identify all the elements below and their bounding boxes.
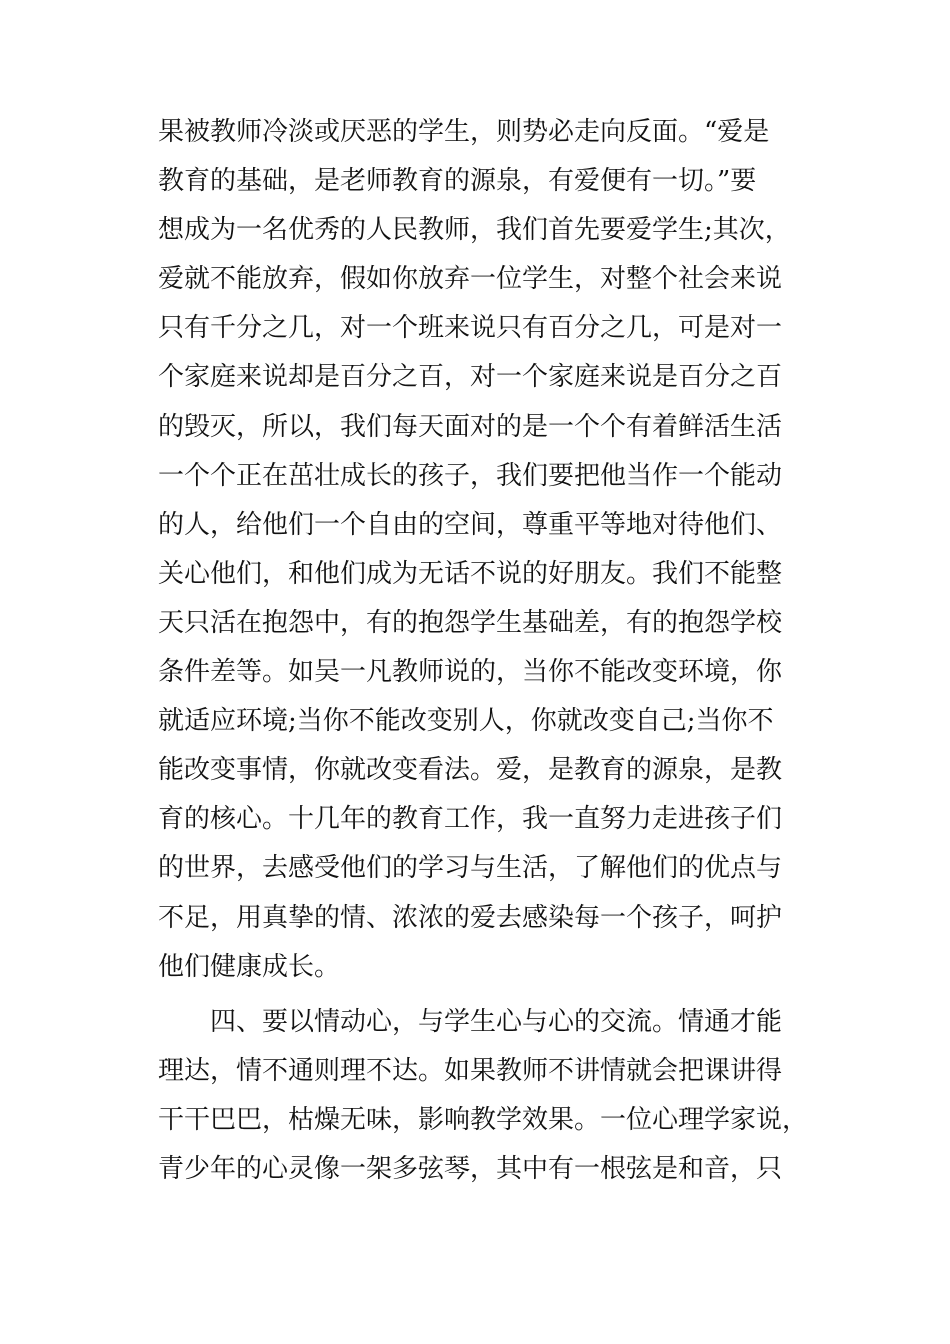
text-line: 只有千分之几，对一个班来说只有百分之几，可是对一 — [158, 313, 783, 344]
text-line: 想成为一名优秀的人民教师，我们首先要爱学生;其次， — [158, 215, 791, 246]
text-line: 爱就不能放弃，假如你放弃一位学生，对整个社会来说 — [158, 264, 783, 295]
text-line: 的人，给他们一个自由的空间，尊重平等地对待他们、 — [158, 509, 783, 540]
paragraph-2 — [158, 998, 809, 1194]
text-line: 干干巴巴，枯燥无味，影响教学效果。一位心理学家说， — [158, 1104, 809, 1135]
text-line: 教育的基础，是老师教育的源泉，有爱便有一切。”要 — [158, 166, 757, 197]
text-line: 一个个正在茁壮成长的孩子，我们要把他当作一个能动 — [158, 460, 783, 491]
text-line: 理达，情不通则理不达。如果教师不讲情就会把课讲得 — [158, 1055, 783, 1086]
paragraph-1 — [158, 108, 791, 992]
text-line: 关心他们，和他们成为无话不说的好朋友。我们不能整 — [158, 558, 783, 589]
text-line: 育的核心。十几年的教育工作，我一直努力走进孩子们 — [158, 804, 783, 835]
text-line: 的毁灭，所以，我们每天面对的是一个个有着鲜活生活 — [158, 411, 783, 442]
text-line: 条件差等。如吴一凡教师说的，当你不能改变环境，你 — [158, 657, 783, 688]
text-line: 个家庭来说却是百分之百，对一个家庭来说是百分之百 — [158, 362, 783, 393]
text-line: 的世界，去感受他们的学习与生活，了解他们的优点与 — [158, 853, 783, 884]
text-line: 四、要以情动心，与学生心与心的交流。情通才能 — [158, 1006, 783, 1037]
text-line: 就适应环境;当你不能改变别人，你就改变自己;当你不 — [158, 706, 774, 737]
text-line: 果被教师冷淡或厌恶的学生，则势必走向反面。“爱是 — [158, 117, 770, 147]
text-line: 他们健康成长。 — [158, 951, 341, 982]
text-line: 不足，用真挚的情、浓浓的爱去感染每一个孩子，呵护 — [158, 902, 783, 933]
text-line: 青少年的心灵像一架多弦琴，其中有一根弦是和音，只 — [158, 1153, 783, 1184]
text-line: 天只活在抱怨中，有的抱怨学生基础差，有的抱怨学校 — [158, 607, 783, 638]
document-body — [158, 108, 809, 1194]
text-line: 能改变事情，你就改变看法。爱，是教育的源泉，是教 — [158, 755, 783, 786]
